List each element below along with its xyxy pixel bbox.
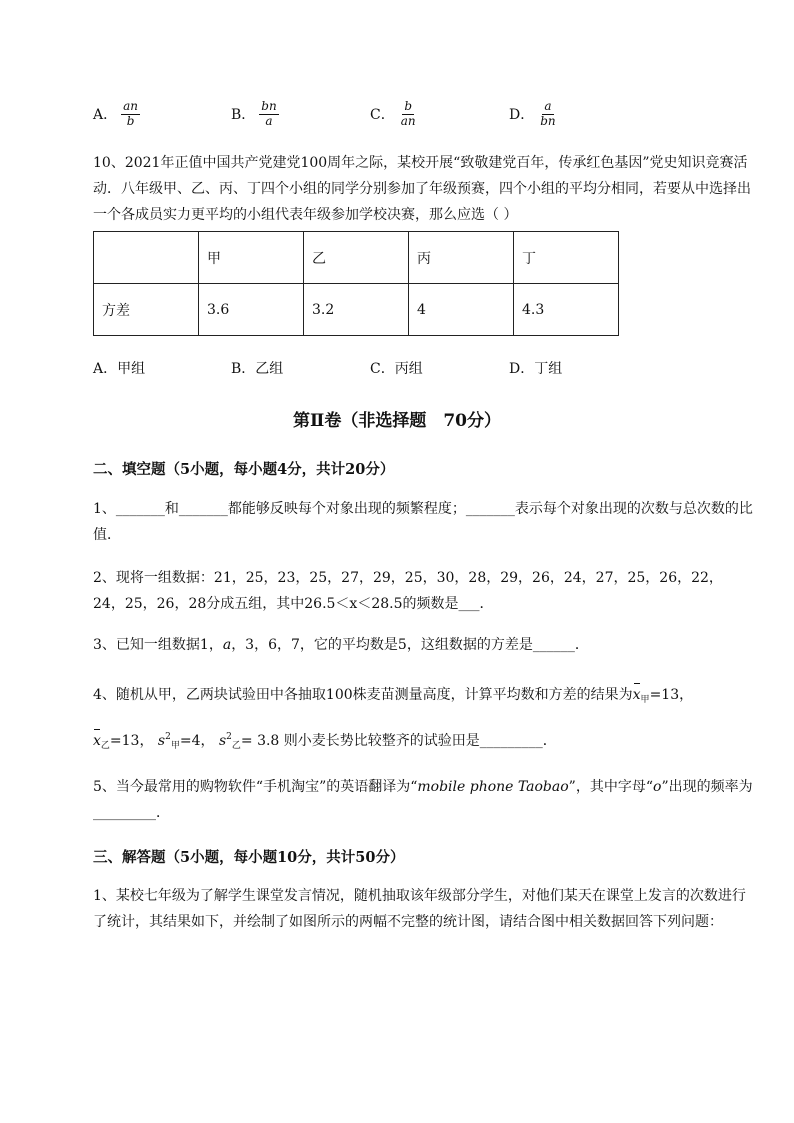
- s2-q5: 5、当今最常用的购物软件“手机淘宝”的英语翻译为“mobile phone Taobao”，其中字母“o”出现的频率为_________．: [93, 779, 753, 821]
- q10-option-c: C．丙组: [370, 361, 423, 377]
- table-cell: 3.6: [199, 284, 304, 336]
- s3-q1: 1、某校七年级为了解学生课堂发言情况，随机抽取该年级部分学生，对他们某天在课堂上发言的次数进行了统计，其结果如下，并绘制了如图所示的两幅不完整的统计图，请结合图中相关数据回答下列问题：: [93, 888, 746, 930]
- table-cell: 乙: [304, 232, 409, 284]
- q10-option-a: A．甲组: [93, 361, 146, 377]
- fraction: $\frac{an}{b}$: [123, 99, 139, 128]
- section3-heading: 三、解答题（5小题，每小题10分，共计50分）: [93, 849, 405, 866]
- part2-title: 第Ⅱ卷（非选择题 70分）: [293, 411, 501, 431]
- table-cell: 丁: [514, 232, 619, 284]
- q10-option-d: D．丁组: [509, 361, 563, 377]
- fraction: $\frac{bn}{a}$: [261, 99, 277, 128]
- q10-text: 10、2021年正值中国共产党建党100周年之际，某校开展“致敬建党百年，传承红色基因”党史知识竞赛活动．八年级甲、乙、丙、丁四个小组的同学分别参加了年级预赛，四个小组的平均分相同，若要从中选择出一个各成员实力更平均的小组代表年级参加学校决赛，那么应选（ ）: [93, 155, 751, 223]
- q9-option-b: B． $\frac{bn}{a}$: [231, 99, 277, 128]
- fraction: $\frac{b}{an}$: [400, 99, 416, 128]
- q9-option-c: C． $\frac{b}{an}$: [370, 99, 416, 128]
- s2-q2: 2、现将一组数据：21，25，23，25，27，29，25，30，28，29，26，24，27，25，26，22，24，25，26，28分成五组，其中26.5＜x＜28.5的频数是___．: [93, 570, 723, 612]
- s2-q1: 1、_______和_______都能够反映每个对象出现的频繁程度；_______表示每个对象出现的次数与总次数的比值．: [93, 501, 753, 543]
- table-cell: [94, 232, 199, 284]
- table-cell: 3.2: [304, 284, 409, 336]
- fraction: $\frac{a}{bn}$: [540, 99, 556, 128]
- s2-q3: 3、已知一组数据1，a，3，6，7，它的平均数是5，这组数据的方差是______．: [93, 637, 589, 653]
- table-cell: 4: [409, 284, 514, 336]
- q10-option-b: B．乙组: [231, 361, 284, 377]
- q9-option-a: A． $\frac{an}{b}$: [93, 99, 139, 128]
- table-header-row: [94, 232, 619, 284]
- section2-heading: 二、填空题（5小题，每小题4分，共计20分）: [93, 461, 395, 478]
- table-cell: 丙: [409, 232, 514, 284]
- table-cell: 方差: [94, 284, 199, 336]
- table-cell: 4.3: [514, 284, 619, 336]
- variance-table: [93, 231, 619, 336]
- q9-option-d: D． $\frac{a}{bn}$: [509, 99, 556, 128]
- table-row: [94, 284, 619, 336]
- table-cell: 甲: [199, 232, 304, 284]
- s2-q4-line2: $x_乙=13$， $s^2_甲=4$， $s^2_乙= 3.8$ 则小麦长势比较整齐的试验田是_________．: [93, 724, 753, 759]
- s2-q4-line1: 4、随机从甲，乙两块试验田中各抽取100株麦苗测量高度，计算平均数和方差的结果为$x_甲=13$，: [93, 682, 753, 713]
